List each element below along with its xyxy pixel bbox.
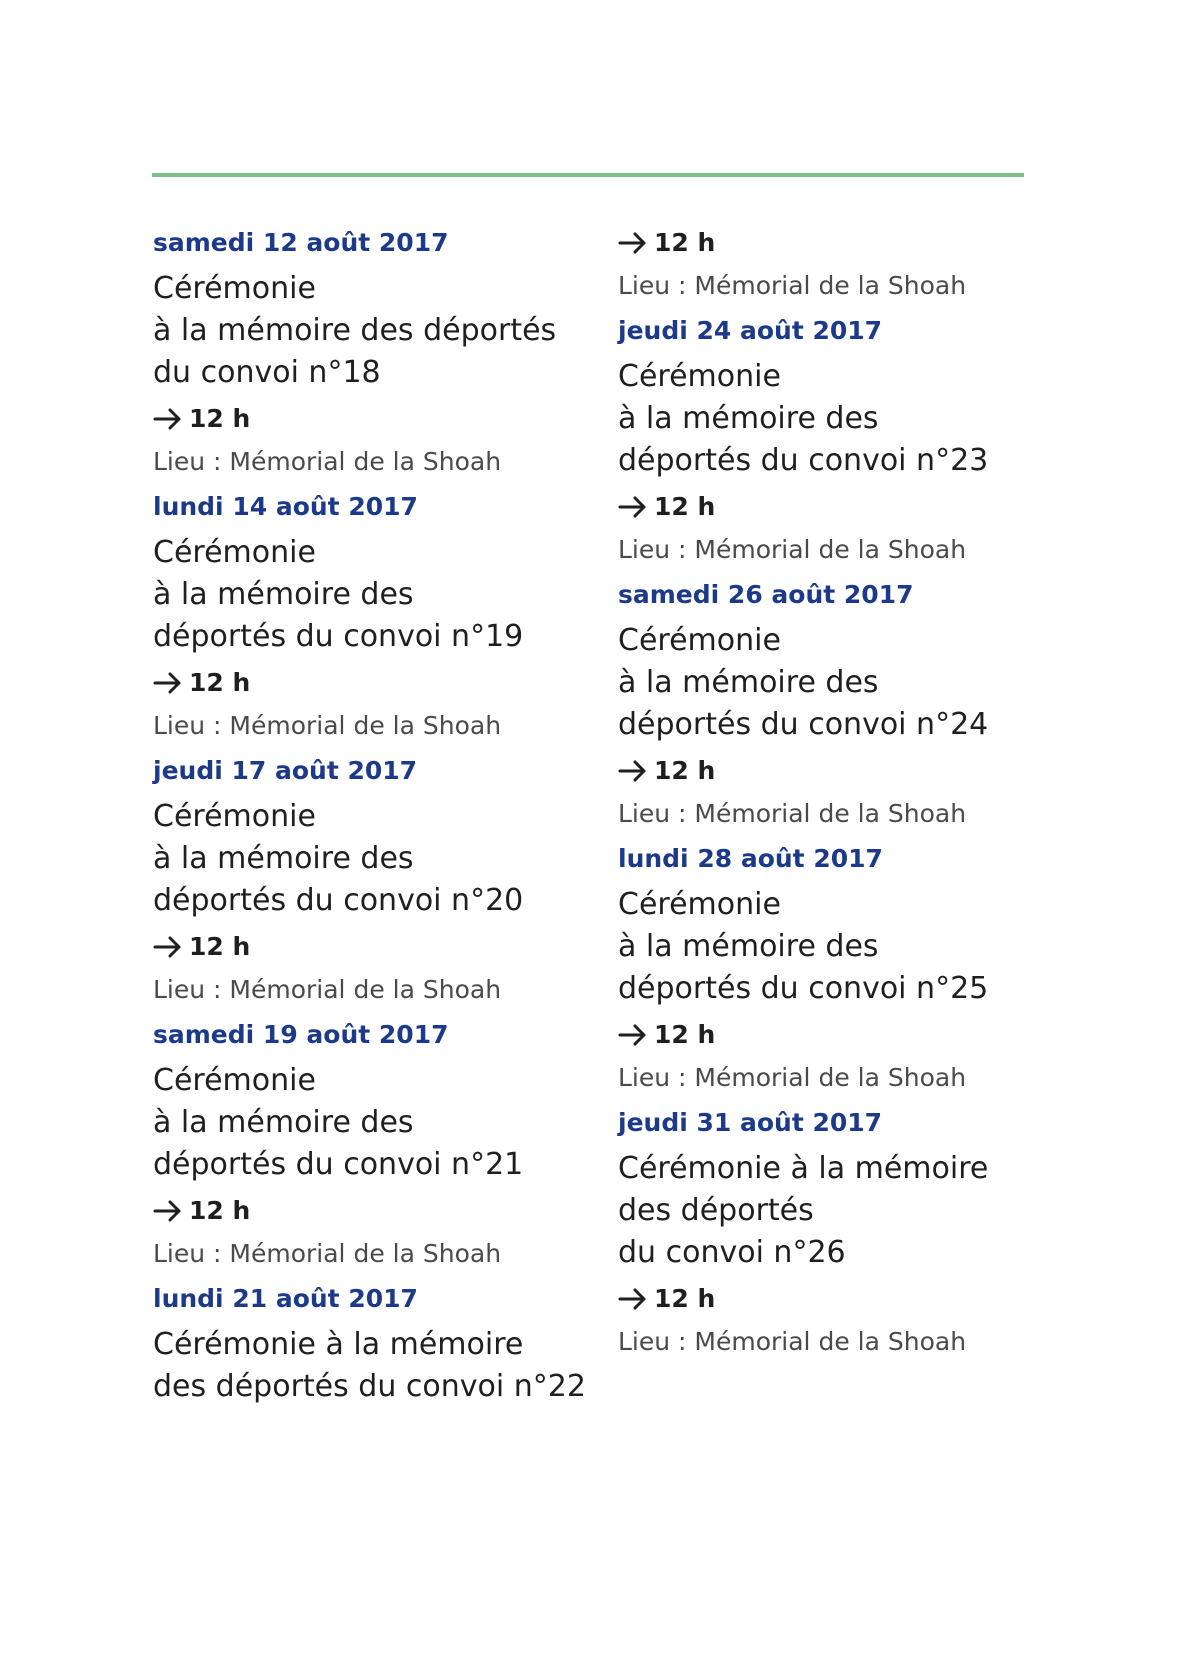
event-time <box>618 492 1038 522</box>
event-time-value: 12 h <box>654 492 716 521</box>
event-place: Lieu : Mémorial de la Shoah <box>618 1063 967 1092</box>
event-title <box>618 356 1038 482</box>
event-title-line: à la mémoire des <box>618 665 879 700</box>
event-title-line: Cérémonie à la mémoire <box>153 1327 524 1362</box>
event-date: lundi 28 août 2017 <box>618 844 883 873</box>
event-title-line: Cérémonie <box>153 1063 316 1098</box>
event-title-line: à la mémoire des <box>153 841 414 876</box>
event-title-line: déportés du convoi n°20 <box>153 883 524 918</box>
arrow-right-icon <box>618 1024 648 1046</box>
event-place: Lieu : Mémorial de la Shoah <box>153 711 502 740</box>
event-title <box>153 268 593 394</box>
event-place: Lieu : Mémorial de la Shoah <box>618 271 967 300</box>
event-time <box>618 756 1038 786</box>
event-entry <box>153 1284 593 1408</box>
event-title <box>153 532 593 658</box>
event-time-value: 12 h <box>189 404 251 433</box>
event-time-value: 12 h <box>654 1284 716 1313</box>
event-title-line: à la mémoire des déportés <box>153 313 557 348</box>
event-time-value: 12 h <box>654 756 716 785</box>
event-time-value: 12 h <box>189 1196 251 1225</box>
event-title-line: déportés du convoi n°24 <box>618 707 989 742</box>
event-entry <box>618 1108 1038 1358</box>
event-entry <box>153 1020 593 1270</box>
event-time-value: 12 h <box>189 668 251 697</box>
event-date: lundi 21 août 2017 <box>153 1284 418 1313</box>
event-title-line: à la mémoire des <box>153 577 414 612</box>
event-title-line: des déportés <box>618 1193 814 1228</box>
event-time <box>153 932 593 962</box>
event-continuation <box>618 228 1038 302</box>
event-title <box>153 796 593 922</box>
event-place: Lieu : Mémorial de la Shoah <box>153 975 502 1004</box>
event-title-line: Cérémonie <box>153 799 316 834</box>
left-column <box>153 228 593 1422</box>
arrow-right-icon <box>618 760 648 782</box>
event-title <box>618 1148 1038 1274</box>
event-title <box>618 620 1038 746</box>
event-date: lundi 14 août 2017 <box>153 492 418 521</box>
event-title-line: Cérémonie <box>153 271 316 306</box>
event-date: jeudi 31 août 2017 <box>618 1108 883 1137</box>
event-date: jeudi 24 août 2017 <box>618 316 883 345</box>
event-title-line: à la mémoire des <box>153 1105 414 1140</box>
arrow-right-icon <box>153 408 183 430</box>
event-time <box>153 668 593 698</box>
event-title-line: du convoi n°18 <box>153 355 381 390</box>
event-time <box>618 1284 1038 1314</box>
arrow-right-icon <box>153 672 183 694</box>
arrow-right-icon <box>153 1200 183 1222</box>
event-title-line: des déportés du convoi n°22 <box>153 1369 586 1404</box>
event-entry <box>153 492 593 742</box>
arrow-right-icon <box>618 232 648 254</box>
event-place: Lieu : Mémorial de la Shoah <box>618 799 967 828</box>
event-title-line: Cérémonie à la mémoire <box>618 1151 989 1186</box>
header-divider <box>152 173 1024 177</box>
event-time <box>618 1020 1038 1050</box>
event-title <box>153 1060 593 1186</box>
event-place: Lieu : Mémorial de la Shoah <box>153 447 502 476</box>
arrow-right-icon <box>618 496 648 518</box>
arrow-right-icon <box>618 1288 648 1310</box>
arrow-right-icon <box>153 936 183 958</box>
event-entry <box>618 316 1038 566</box>
event-title-line: à la mémoire des <box>618 401 879 436</box>
event-title <box>618 884 1038 1010</box>
event-time-value: 12 h <box>189 932 251 961</box>
event-entry <box>153 756 593 1006</box>
event-time <box>618 228 1038 258</box>
event-title-line: déportés du convoi n°25 <box>618 971 989 1006</box>
event-title-line: à la mémoire des <box>618 929 879 964</box>
event-title-line: du convoi n°26 <box>618 1235 846 1270</box>
event-title <box>153 1324 593 1408</box>
event-time-value: 12 h <box>654 228 716 257</box>
event-title-line: déportés du convoi n°21 <box>153 1147 524 1182</box>
event-place: Lieu : Mémorial de la Shoah <box>153 1239 502 1268</box>
event-time <box>153 1196 593 1226</box>
event-place: Lieu : Mémorial de la Shoah <box>618 1327 967 1356</box>
event-title-line: Cérémonie <box>618 623 781 658</box>
event-entry <box>618 580 1038 830</box>
event-place: Lieu : Mémorial de la Shoah <box>618 535 967 564</box>
event-date: jeudi 17 août 2017 <box>153 756 418 785</box>
event-title-line: Cérémonie <box>618 359 781 394</box>
event-entry <box>618 844 1038 1094</box>
right-column <box>618 228 1038 1372</box>
event-time-value: 12 h <box>654 1020 716 1049</box>
event-date: samedi 12 août 2017 <box>153 228 449 257</box>
event-title-line: Cérémonie <box>153 535 316 570</box>
event-entry <box>153 228 593 478</box>
event-time <box>153 404 593 434</box>
event-title-line: déportés du convoi n°23 <box>618 443 989 478</box>
event-title-line: déportés du convoi n°19 <box>153 619 524 654</box>
event-date: samedi 26 août 2017 <box>618 580 914 609</box>
event-date: samedi 19 août 2017 <box>153 1020 449 1049</box>
event-title-line: Cérémonie <box>618 887 781 922</box>
